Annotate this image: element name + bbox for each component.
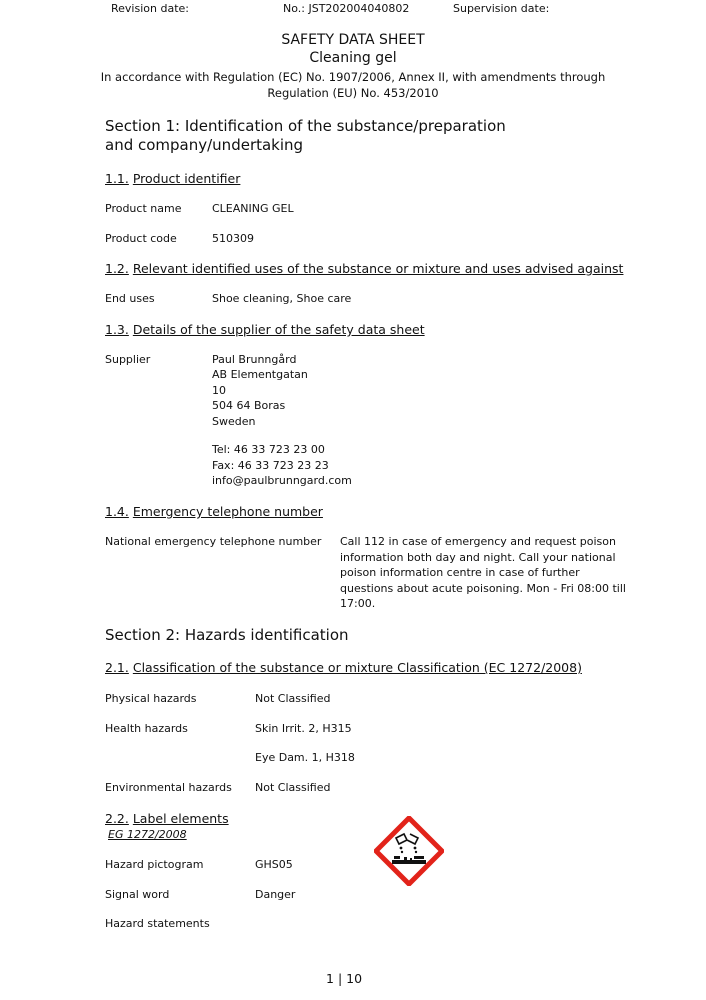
subsection-title: Label elements bbox=[132, 811, 229, 826]
physical-hazards-value: Not Classified bbox=[255, 692, 331, 705]
document-number: No.: JST202004040802 bbox=[283, 2, 410, 15]
supplier-telephone: Tel: 46 33 723 23 00 bbox=[212, 443, 325, 456]
supplier-street-number: 10 bbox=[212, 384, 226, 397]
end-uses-label: End uses bbox=[105, 292, 155, 305]
subsection-title: Product identifier bbox=[132, 171, 241, 186]
supplier-country: Sweden bbox=[212, 415, 256, 428]
section-2-heading: Section 2: Hazards identification bbox=[105, 626, 349, 644]
subsection-2-1-heading bbox=[105, 660, 582, 675]
environmental-hazards-value: Not Classified bbox=[255, 781, 331, 794]
product-code-value: 510309 bbox=[212, 232, 254, 245]
hazard-statements-label: Hazard statements bbox=[105, 917, 210, 930]
section-1-heading-line-2: and company/undertaking bbox=[105, 136, 304, 154]
document-title: SAFETY DATA SHEET bbox=[281, 32, 425, 48]
supplier-label: Supplier bbox=[105, 353, 151, 366]
subsection-title: Relevant identified uses of the substance or mixture and uses advised against bbox=[132, 261, 624, 276]
signal-word-label: Signal word bbox=[105, 888, 170, 901]
product-code-label: Product code bbox=[105, 232, 177, 245]
regulation-line-2: Regulation (EU) No. 453/2010 bbox=[267, 86, 439, 100]
subsection-number: 2.2. bbox=[105, 811, 129, 826]
section-1-heading-line-1: Section 1: Identification of the substance/preparation bbox=[105, 117, 506, 135]
total-pages: 10 bbox=[346, 971, 363, 986]
end-uses-value: Shoe cleaning, Shoe care bbox=[212, 292, 352, 305]
supplier-name: Paul Brunngård bbox=[212, 353, 297, 366]
hazard-pictogram-label: Hazard pictogram bbox=[105, 858, 204, 871]
supplier-fax: Fax: 46 33 723 23 23 bbox=[212, 459, 329, 472]
subsection-number: 1.2. bbox=[105, 261, 129, 276]
health-hazard-eye: Eye Dam. 1, H318 bbox=[255, 751, 355, 764]
product-title: Cleaning gel bbox=[309, 50, 397, 66]
subsection-2-2-heading bbox=[105, 811, 229, 826]
subsection-number: 1.4. bbox=[105, 504, 129, 519]
emergency-info-line-1: Call 112 in case of emergency and request poison bbox=[340, 535, 616, 548]
subsection-number: 2.1. bbox=[105, 660, 129, 675]
emergency-phone-label: National emergency telephone number bbox=[105, 535, 322, 548]
environmental-hazards-label: Environmental hazards bbox=[105, 781, 232, 794]
physical-hazards-label: Physical hazards bbox=[105, 692, 197, 705]
revision-date-label: Revision date: bbox=[111, 2, 189, 15]
emergency-info-line-5: 17:00. bbox=[340, 597, 376, 610]
product-name-label: Product name bbox=[105, 202, 182, 215]
subsection-title: Emergency telephone number bbox=[132, 504, 323, 519]
supplier-street: AB Elementgatan bbox=[212, 368, 308, 381]
health-hazard-skin: Skin Irrit. 2, H315 bbox=[255, 722, 352, 735]
subsection-title: Classification of the substance or mixture Classification (EC 1272/2008) bbox=[132, 660, 582, 675]
subsection-number: 1.1. bbox=[105, 171, 129, 186]
emergency-info-line-2: information both day and night. Call your national bbox=[340, 551, 616, 564]
supplier-email: info@paulbrunngard.com bbox=[212, 474, 352, 487]
label-regulation: EG 1272/2008 bbox=[108, 828, 187, 841]
subsection-1-4-heading bbox=[105, 504, 323, 519]
emergency-info-line-4: questions about acute poisoning. Mon - Fri 08:00 till bbox=[340, 582, 626, 595]
subsection-number: 1.3. bbox=[105, 322, 129, 337]
health-hazards-label: Health hazards bbox=[105, 722, 188, 735]
subsection-title: Details of the supplier of the safety data sheet bbox=[132, 322, 425, 337]
subsection-1-1-heading bbox=[105, 171, 240, 186]
page-separator: | bbox=[337, 971, 343, 986]
supplier-postal-city: 504 64 Boras bbox=[212, 399, 286, 412]
current-page: 1 bbox=[326, 971, 334, 986]
emergency-info-line-3: poison information centre in case of further bbox=[340, 566, 580, 579]
page-number bbox=[326, 971, 362, 986]
hazard-pictogram-value: GHS05 bbox=[255, 858, 293, 871]
regulation-line-1: In accordance with Regulation (EC) No. 1907/2006, Annex II, with amendments through bbox=[100, 70, 606, 84]
subsection-1-3-heading bbox=[105, 322, 425, 337]
product-name-value: CLEANING GEL bbox=[212, 202, 294, 215]
supervision-date-label: Supervision date: bbox=[453, 2, 550, 15]
ghs05-corrosion-icon bbox=[374, 816, 444, 886]
subsection-1-2-heading bbox=[105, 261, 623, 276]
signal-word-value: Danger bbox=[255, 888, 296, 901]
